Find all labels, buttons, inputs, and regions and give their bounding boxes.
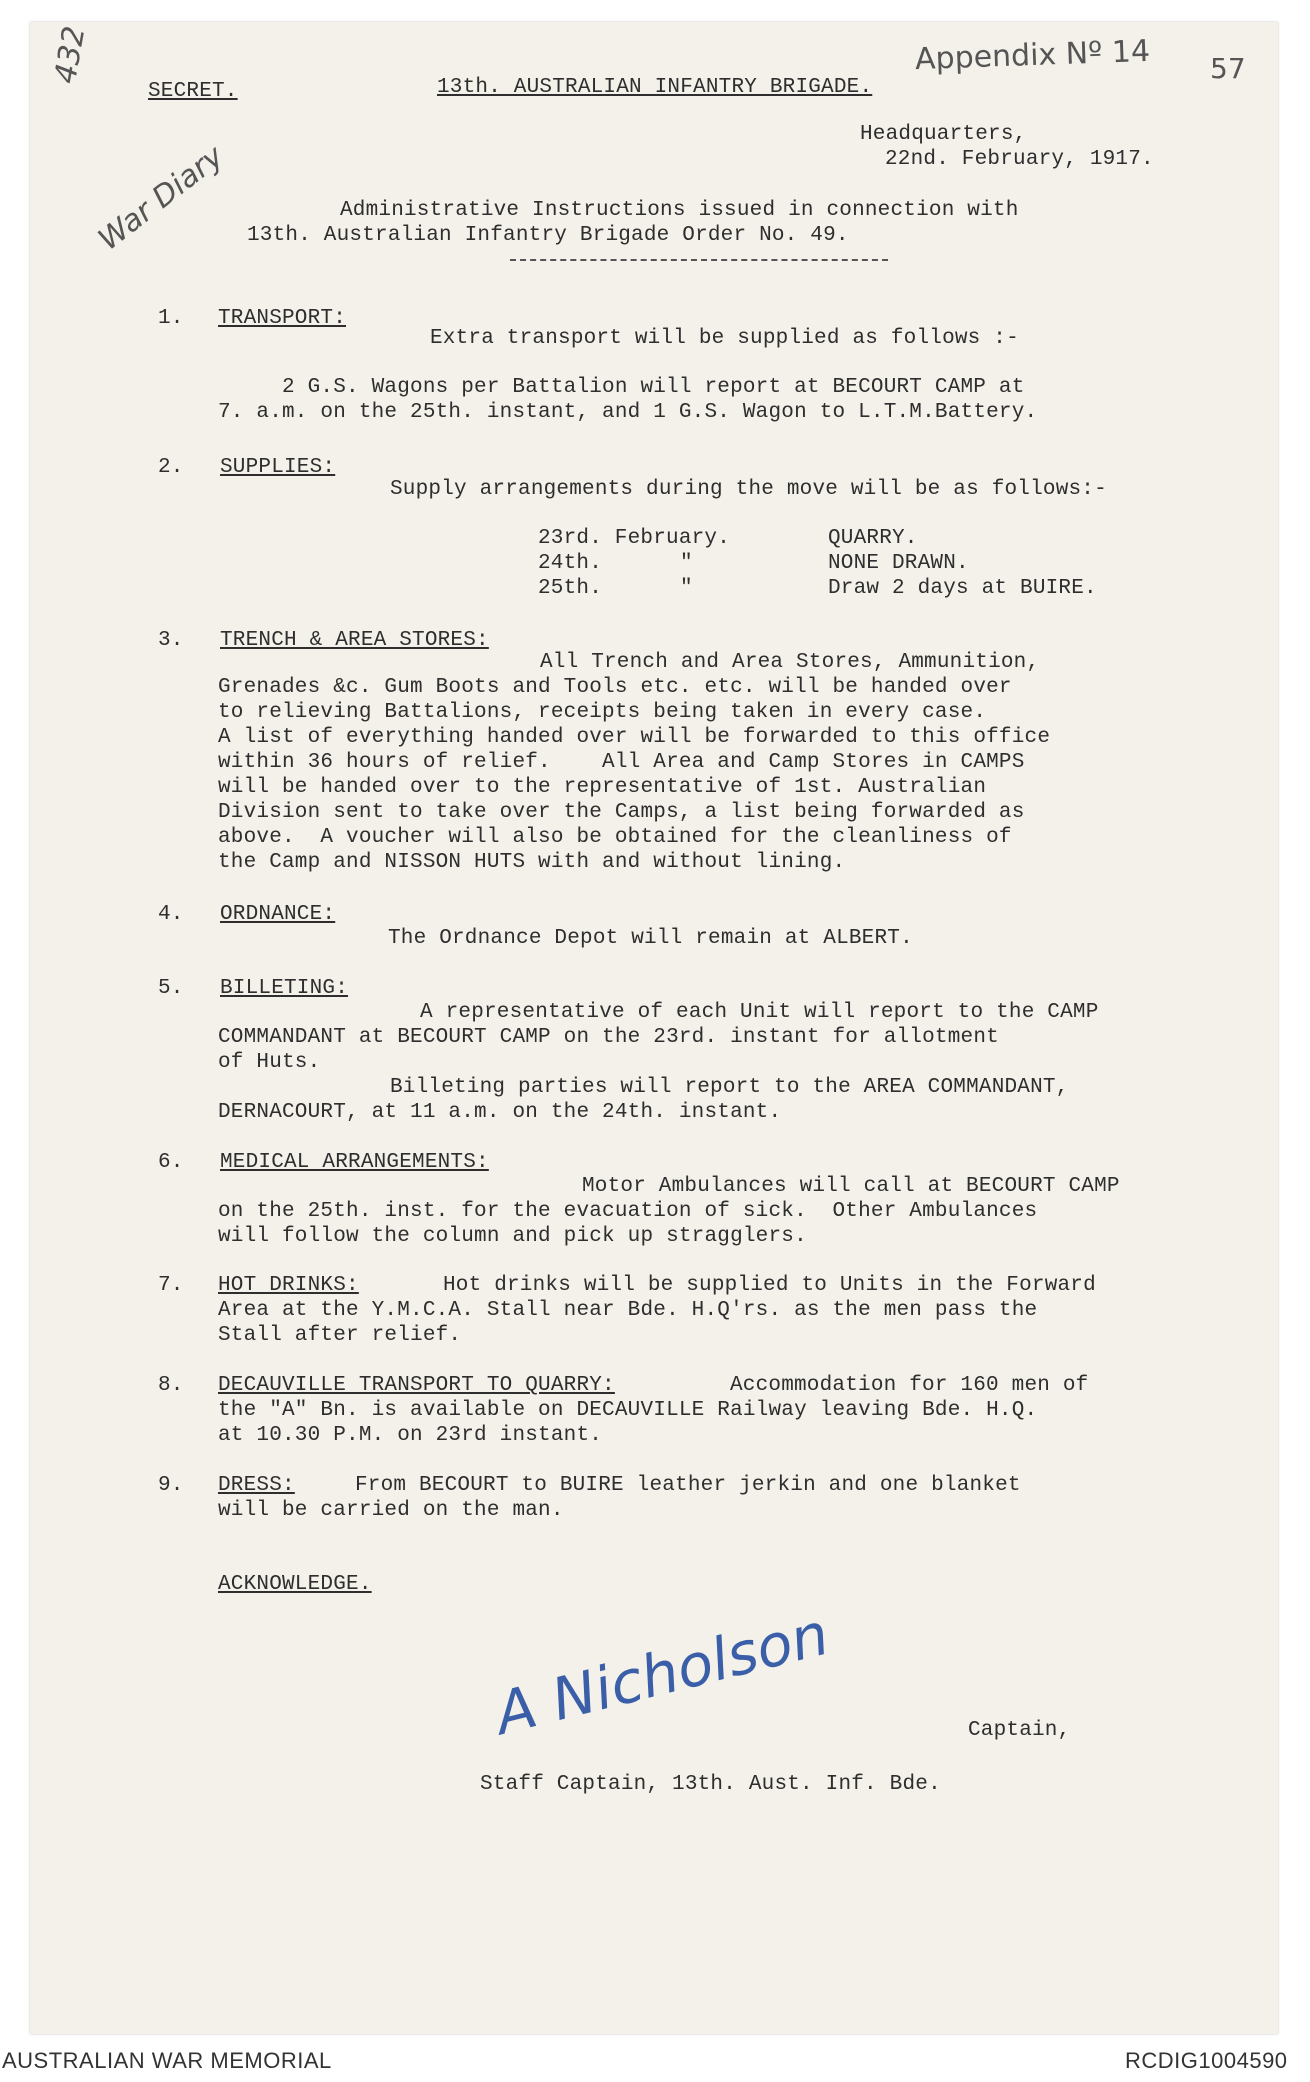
brigade-title: 13th. AUSTRALIAN INFANTRY BRIGADE. [437, 76, 873, 99]
section-3-number: 3. [158, 629, 184, 652]
section-2-intro: Supply arrangements during the move will be as follows:- [390, 478, 1107, 501]
signature: A Nicholson [488, 1599, 836, 1748]
section-7-heading: HOT DRINKS: [218, 1274, 359, 1297]
section-8-heading: DECAUVILLE TRANSPORT TO QUARRY: [218, 1374, 615, 1397]
section-5-line: A representative of each Unit will report to the CAMP [420, 1001, 1099, 1024]
section-6-line: Motor Ambulances will call at BECOURT CAMP [582, 1175, 1120, 1198]
section-3-line: Grenades &c. Gum Boots and Tools etc. etc. will be handed over [218, 676, 1012, 699]
section-4-number: 4. [158, 903, 184, 926]
section-6-number: 6. [158, 1151, 184, 1174]
section-6-line: on the 25th. inst. for the evacuation of sick. Other Ambulances [218, 1200, 1038, 1223]
section-1-heading: TRANSPORT: [218, 307, 347, 330]
document-date: 22nd. February, 1917. [885, 148, 1154, 171]
section-7-number: 7. [158, 1274, 184, 1297]
title-line-1: Administrative Instructions issued in connection with [340, 199, 1019, 222]
title-rule [510, 259, 888, 261]
section-1-number: 1. [158, 307, 184, 330]
section-5-heading: BILLETING: [220, 977, 349, 1000]
hq-label: Headquarters, [860, 123, 1027, 146]
section-5-line: COMMANDANT at BECOURT CAMP on the 23rd. instant for allotment [218, 1026, 999, 1049]
section-3-line: the Camp and NISSON HUTS with and without lining. [218, 851, 846, 874]
section-7-line: Hot drinks will be supplied to Units in the Forward [443, 1274, 1096, 1297]
section-8-line: the "A" Bn. is available on DECAUVILLE Railway leaving Bde. H.Q. [218, 1399, 1038, 1422]
footer-left: AUSTRALIAN WAR MEMORIAL [2, 2048, 332, 2073]
section-6-line: will follow the column and pick up stragglers. [218, 1225, 807, 1248]
supply-date: 24th. [538, 552, 603, 575]
section-2-number: 2. [158, 456, 184, 479]
section-7-line: Stall after relief. [218, 1324, 462, 1347]
section-5-line: of Huts. [218, 1051, 321, 1074]
supply-note: NONE DRAWN. [828, 552, 969, 575]
acknowledge: ACKNOWLEDGE. [218, 1573, 372, 1596]
section-4-heading: ORDNANCE: [220, 903, 336, 926]
section-9-number: 9. [158, 1474, 184, 1497]
section-3-line: within 36 hours of relief. All Area and Camp Stores in CAMPS [218, 751, 1025, 774]
section-8-number: 8. [158, 1374, 184, 1397]
section-1-line: 2 G.S. Wagons per Battalion will report at BECOURT CAMP at [282, 376, 1025, 399]
section-3-line: Division sent to take over the Camps, a list being forwarded as [218, 801, 1025, 824]
section-1-line: 7. a.m. on the 25th. instant, and 1 G.S. Wagon to L.T.M.Battery. [218, 401, 1038, 424]
supply-note: Draw 2 days at BUIRE. [828, 577, 1097, 600]
section-3-heading: TRENCH & AREA STORES: [220, 629, 489, 652]
supply-date: 25th. [538, 577, 603, 600]
section-4-line: The Ordnance Depot will remain at ALBERT. [388, 927, 913, 950]
section-7-line: Area at the Y.M.C.A. Stall near Bde. H.Q'rs. as the men pass the [218, 1299, 1038, 1322]
supply-ditto: " [680, 552, 693, 575]
signatory-rank: Captain, [968, 1719, 1071, 1742]
section-9-line: From BECOURT to BUIRE leather jerkin and one blanket [355, 1474, 1021, 1497]
section-3-line: above. A voucher will also be obtained for the cleanliness of [218, 826, 1012, 849]
section-8-line: at 10.30 P.M. on 23rd instant. [218, 1424, 603, 1447]
section-5-number: 5. [158, 977, 184, 1000]
section-6-heading: MEDICAL ARRANGEMENTS: [220, 1151, 489, 1174]
page-number: 57 [1210, 52, 1246, 85]
classification: SECRET. [148, 80, 238, 103]
section-5-line: DERNACOURT, at 11 a.m. on the 24th. instant. [218, 1101, 782, 1124]
section-3-line: will be handed over to the representative of 1st. Australian [218, 776, 987, 799]
section-3-line: All Trench and Area Stores, Ammunition, [540, 651, 1040, 674]
section-9-heading: DRESS: [218, 1474, 295, 1497]
section-5-line: Billeting parties will report to the AREA COMMANDANT, [390, 1076, 1069, 1099]
war-diary-note: War Diary [92, 138, 231, 258]
footer-right: RCDIG1004590 [1125, 2048, 1288, 2073]
section-3-line: A list of everything handed over will be forwarded to this office [218, 726, 1051, 749]
signatory-title: Staff Captain, 13th. Aust. Inf. Bde. [480, 1773, 941, 1796]
appendix-note: Appendix Nº 14 [914, 33, 1151, 78]
title-line-2: 13th. Australian Infantry Brigade Order No. 49. [247, 224, 849, 247]
section-2-heading: SUPPLIES: [220, 456, 336, 479]
supply-note: QUARRY. [828, 527, 918, 550]
section-3-line: to relieving Battalions, receipts being taken in every case. [218, 701, 987, 724]
folio-number: 432 [48, 23, 93, 87]
supply-date: 23rd. February. [538, 527, 731, 550]
supply-ditto: " [680, 577, 693, 600]
section-8-line: Accommodation for 160 men of [730, 1374, 1089, 1397]
section-9-line: will be carried on the man. [218, 1499, 564, 1522]
section-1-line: Extra transport will be supplied as follows :- [430, 327, 1019, 350]
